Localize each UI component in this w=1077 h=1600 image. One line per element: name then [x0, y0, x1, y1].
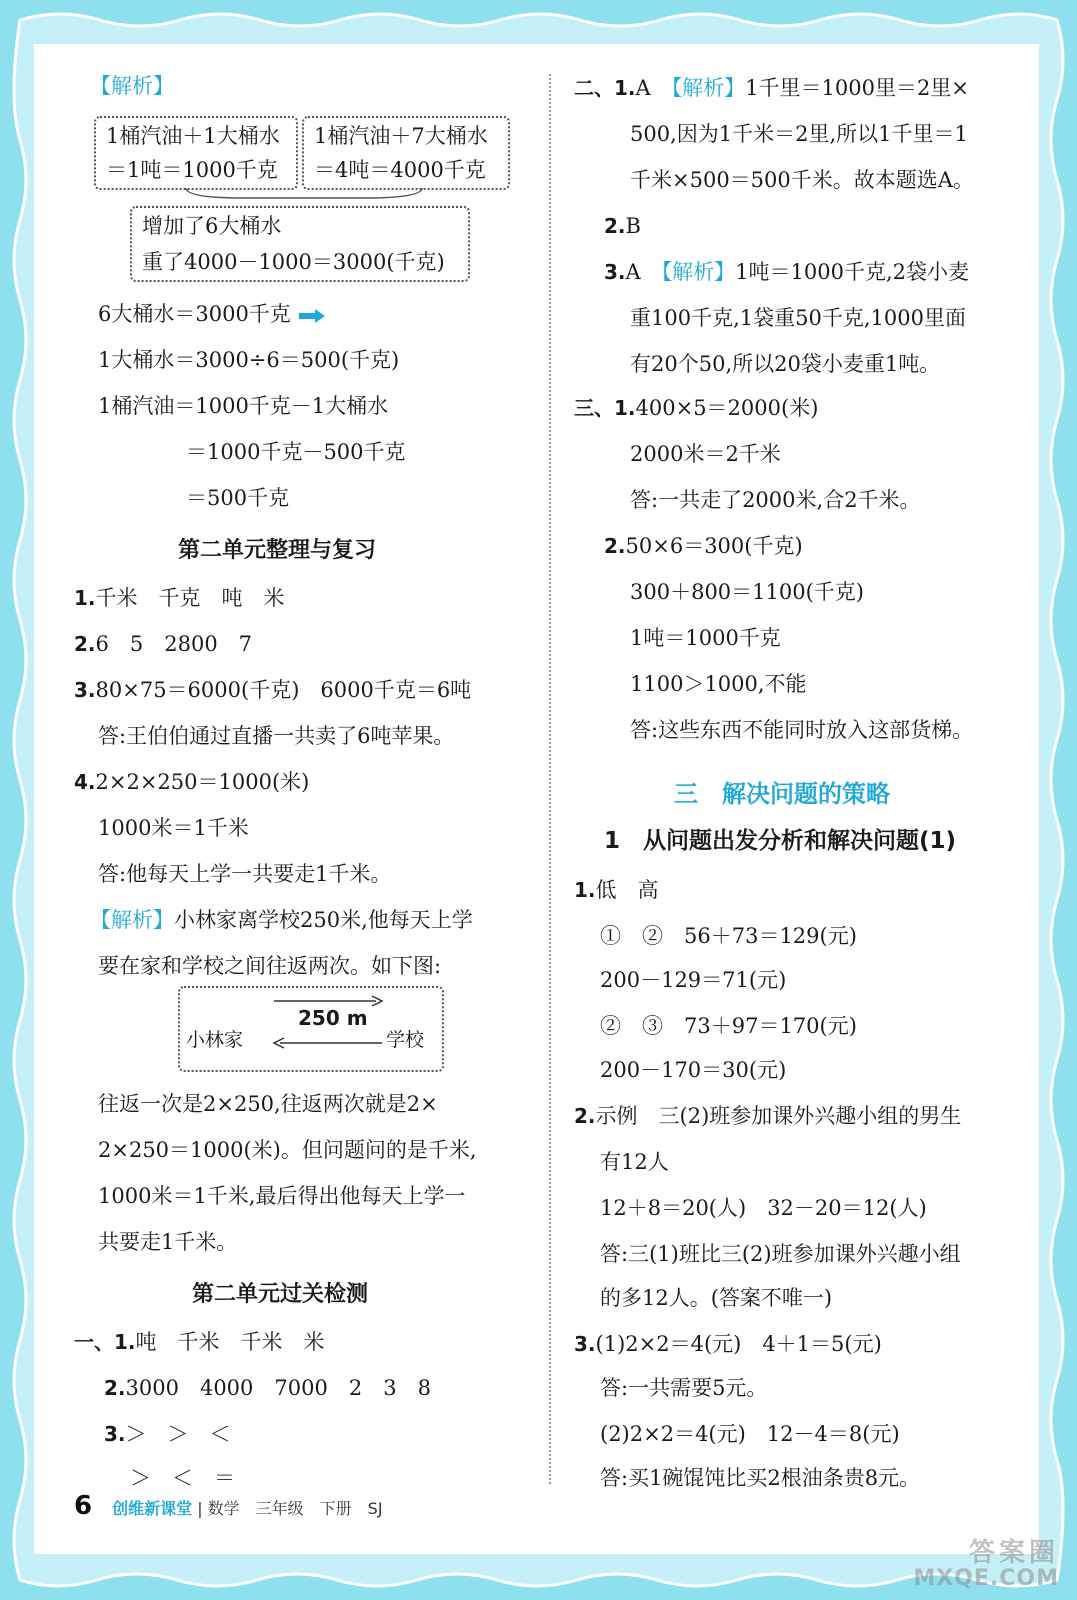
- watermark-url: MXQE.COM: [913, 1566, 1059, 1591]
- item-number: 2.: [604, 214, 626, 238]
- answer-text: 答:三(1)班比三(2)班参加课外兴趣小组: [600, 1242, 961, 1266]
- column-divider: [549, 74, 551, 1484]
- answer-text: 答:这些东西不能同时放入这部货梯。: [630, 718, 974, 742]
- item-number: 3.: [104, 1422, 126, 1446]
- answer-text: B: [625, 214, 641, 238]
- text-line: 1大桶水＝3000÷6＝500(千克): [98, 348, 400, 372]
- distance-label: 250 m: [298, 1006, 368, 1030]
- item-number: 2.: [74, 632, 96, 656]
- answer-text: 200－129＝71(元): [600, 968, 787, 992]
- section-title: 第二单元过关检测: [192, 1282, 369, 1307]
- item-number: 2.: [604, 534, 626, 558]
- item-number: 1.: [574, 878, 596, 902]
- answer-text: 80×75＝6000(千克) 6000千克＝6吨: [95, 678, 472, 702]
- answer-text: 2000米＝2千米: [630, 442, 781, 466]
- answer-text: (2)2×2＝4(元) 12－4＝8(元): [600, 1422, 900, 1446]
- lesson-title: 1 从问题出发分析和解决问题(1): [604, 828, 957, 854]
- text-line: 1000米＝1千米,最后得出他每天上学一: [98, 1184, 466, 1208]
- home-label: 小林家: [186, 1029, 244, 1051]
- answer-text: ＞ ＜ ＝: [130, 1466, 235, 1490]
- answer-text: 答:一共走了2000米,合2千米。: [630, 488, 921, 512]
- unit-title: 三 解决问题的策略: [674, 780, 890, 808]
- arrow-right-icon: [297, 308, 327, 324]
- answer-text: 1吨＝1000千克,2袋小麦: [735, 260, 970, 284]
- answer-text: ① ② 56＋73＝129(元): [600, 924, 857, 948]
- answer-text: 吨 千米 千米 米: [135, 1330, 325, 1354]
- answer-text: 200－170＝30(元): [600, 1058, 787, 1082]
- text-line: 共要走1千米。: [98, 1230, 238, 1254]
- answer-text: 1100＞1000,不能: [630, 672, 807, 696]
- section-title: 第二单元整理与复习: [178, 538, 377, 563]
- answer-text: 12＋8＝20(人) 32－20＝12(人): [600, 1196, 927, 1220]
- answer-text: 1千里＝1000里＝2里×: [745, 76, 969, 100]
- answer-text: 300＋800＝1100(千克): [630, 580, 864, 604]
- answer-text: A: [635, 76, 651, 100]
- bracket-connector: [184, 186, 424, 204]
- answer-text: A: [625, 260, 641, 284]
- text-line: 6大桶水＝3000千克: [98, 300, 327, 328]
- box-line: 1桶汽油＋7大桶水: [314, 124, 488, 148]
- text-line: ＝500千克: [186, 486, 290, 510]
- brand-logo: 创维新课堂: [112, 1499, 193, 1518]
- answer-text: ② ③ 73＋97＝170(元): [600, 1014, 857, 1038]
- answer-page: [34, 44, 1039, 1554]
- box-line: 重了4000－1000＝3000(千克): [142, 250, 445, 274]
- analysis-tag: 【解析】: [671, 76, 746, 100]
- answer-text: 400×5＝2000(米): [635, 396, 819, 420]
- box-line: ＝4吨＝4000千克: [314, 158, 486, 182]
- analysis-tag: 【解析】: [661, 260, 736, 284]
- watermark: [913, 1540, 1059, 1592]
- answer-text: 1吨＝1000千克: [630, 626, 781, 650]
- answer-text: 要在家和学校之间往返两次。如下图:: [98, 954, 442, 978]
- answer-text: ＞ ＞ ＜: [125, 1422, 231, 1446]
- text-line: 1桶汽油＝1000千克－1大桶水: [98, 394, 389, 418]
- answer-text: 答:一共需要5元。: [600, 1376, 768, 1400]
- item-number: 二、1.: [574, 76, 636, 100]
- item-number: 一、1.: [74, 1330, 136, 1354]
- answer-text: 低 高: [595, 878, 659, 902]
- item-number: 3.: [74, 678, 96, 702]
- answer-text: 重100千克,1袋重50千克,1000里面: [630, 306, 966, 330]
- item-number: 3.: [604, 260, 626, 284]
- equation-box-1: [94, 116, 298, 190]
- equation-box-2: [302, 116, 510, 190]
- item-number: 2.: [574, 1104, 596, 1128]
- box-line: 增加了6大桶水: [142, 214, 282, 238]
- analysis-tag: 【解析】: [90, 908, 174, 932]
- book-info: | 数学 三年级 下册 SJ: [197, 1499, 383, 1518]
- answer-text: 小林家离学校250米,他每天上学: [174, 908, 473, 932]
- answer-text: 千米 千克 吨 米: [95, 586, 285, 610]
- equation-box-3: [130, 206, 470, 282]
- answer-text: 500,因为1千米＝2里,所以1千里＝1: [630, 122, 968, 146]
- arrow-right-icon: [272, 994, 384, 1008]
- page-footer: [74, 1491, 383, 1521]
- analysis-tag: 【解析】: [90, 74, 174, 98]
- answer-text: 有12人: [600, 1150, 669, 1174]
- answer-text: 有20个50,所以20袋小麦重1吨。: [630, 352, 941, 376]
- box-line: 1桶汽油＋1大桶水: [106, 124, 280, 148]
- box-line: ＝1吨＝1000千克: [106, 158, 278, 182]
- answer-text: 答:买1碗馄饨比买2根油条贵8元。: [600, 1466, 921, 1490]
- text-line: ＝1000千克－500千克: [186, 440, 406, 464]
- school-label: 学校: [386, 1029, 425, 1051]
- item-number: 三、1.: [574, 396, 636, 420]
- page-number: 6: [74, 1491, 93, 1521]
- item-number: 3.: [574, 1332, 596, 1356]
- item-number: 2.: [104, 1376, 126, 1400]
- answer-text: 答:他每天上学一共要走1千米。: [98, 862, 392, 886]
- distance-diagram: [178, 986, 444, 1072]
- answer-text: 答:王伯伯通过直播一共卖了6吨苹果。: [98, 724, 455, 748]
- watermark-text: 答案圈: [968, 1538, 1059, 1568]
- answer-text: 的多12人。(答案不唯一): [600, 1286, 833, 1310]
- text-line: 往返一次是2×250,往返两次就是2×: [98, 1092, 438, 1116]
- answer-text: 1000米＝1千米: [98, 816, 249, 840]
- arrow-left-icon: [272, 1036, 384, 1050]
- item-number: 1.: [74, 586, 96, 610]
- text-line: 2×250＝1000(米)。但问题问的是千米,: [98, 1138, 477, 1162]
- answer-text: 6 5 2800 7: [95, 632, 253, 656]
- answer-text: 示例 三(2)班参加课外兴趣小组的男生: [595, 1104, 962, 1128]
- item-number: 4.: [74, 770, 96, 794]
- answer-text: 50×6＝300(千克): [625, 534, 803, 558]
- answer-text: (1)2×2＝4(元) 4＋1＝5(元): [595, 1332, 882, 1356]
- answer-text: 3000 4000 7000 2 3 8: [125, 1376, 431, 1400]
- answer-text: 千米×500＝500千米。故本题选A。: [630, 168, 974, 192]
- answer-text: 2×2×250＝1000(米): [95, 770, 310, 794]
